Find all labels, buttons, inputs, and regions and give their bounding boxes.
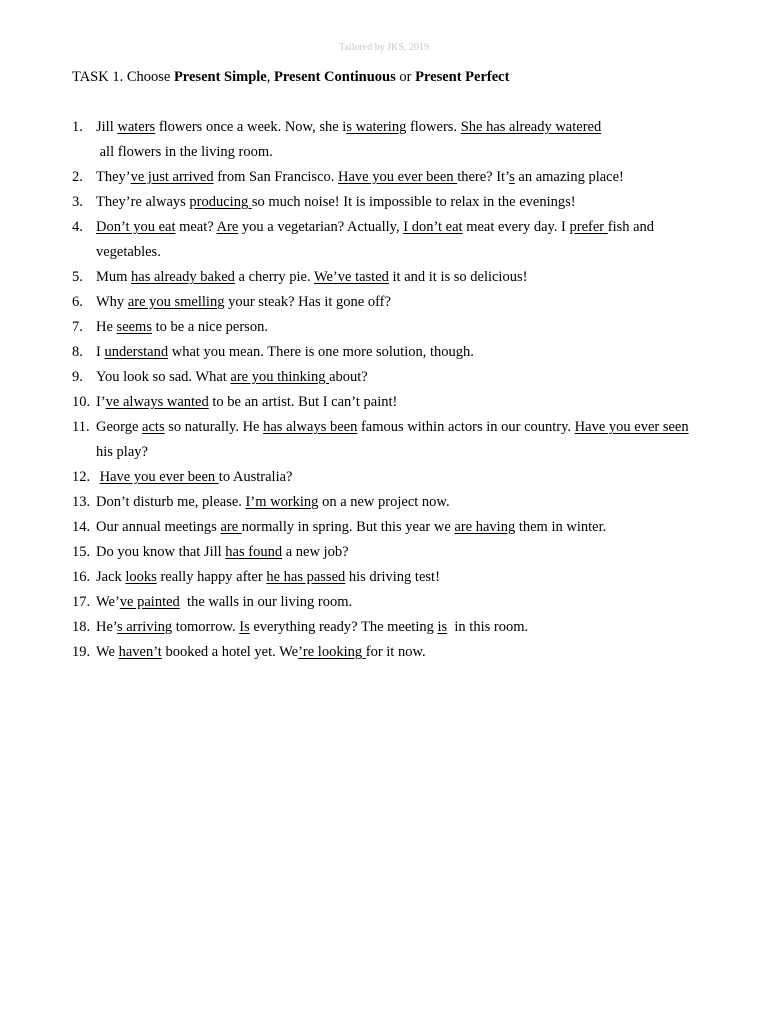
underlined-verb: ve just arrived — [130, 169, 214, 185]
exercise-item — [72, 390, 692, 415]
sentence-text: your steak? Has it gone off? — [224, 294, 391, 310]
underlined-verb: has always been — [263, 419, 358, 435]
sentence-text: He — [96, 319, 117, 335]
exercise-item — [72, 465, 692, 490]
sentence-text: to be an artist. But I can’t paint! — [208, 394, 398, 410]
sentence-text: really happy after — [156, 569, 267, 585]
underlined-verb: looks — [125, 569, 157, 585]
underlined-verb: We’ve tasted — [313, 269, 389, 285]
exercise-item — [72, 340, 692, 365]
sentence-text: I’ — [96, 394, 106, 410]
underlined-verb: he has passed — [266, 569, 346, 585]
sentence-text: an amazing place! — [514, 169, 624, 185]
underlined-verb: I’m working — [245, 494, 319, 510]
underlined-verb: s — [509, 169, 515, 185]
sentence-text: You look so sad. What — [96, 369, 231, 385]
exercise-item — [72, 565, 692, 590]
underlined-verb: is — [437, 619, 448, 635]
sentence-text: a cherry pie. — [234, 269, 314, 285]
sentence-text: famous within actors in our country. — [357, 419, 575, 435]
sentence-text: what you mean. There is one more solution, though. — [168, 344, 474, 360]
underlined-verb: ve always wanted — [105, 394, 209, 410]
item-number: 8. — [72, 344, 83, 360]
underlined-verb: s watering — [346, 119, 407, 135]
sentence-text: Our annual meetings — [96, 519, 221, 535]
exercise-item — [72, 490, 692, 515]
sentence-text: his play? — [96, 444, 148, 460]
underlined-verb: are you thinking — [230, 369, 330, 385]
exercise-item — [72, 365, 692, 390]
exercise-item — [72, 165, 692, 190]
sentence-text: meat every day. I — [462, 219, 570, 235]
sentence-text: We’ — [96, 594, 120, 610]
underlined-verb: seems — [116, 319, 152, 335]
sentence-text: so naturally. He — [164, 419, 264, 435]
task-heading — [72, 67, 509, 87]
underlined-verb: are having — [454, 519, 516, 535]
item-number: 3. — [72, 194, 83, 210]
page-header: Tailored by JKS, 2019 — [339, 42, 429, 53]
task-prefix: TASK 1. Choose — [72, 69, 174, 85]
item-number: 14. — [72, 519, 91, 535]
underlined-verb: Have you ever seen — [574, 419, 689, 435]
sentence-text: them in winter. — [515, 519, 607, 535]
exercise-item — [72, 265, 692, 290]
underlined-verb: has already baked — [131, 269, 235, 285]
sentence-text: They’ — [96, 169, 131, 185]
sentence-text: He’ — [96, 619, 117, 635]
task-option-present-continuous: Present Continuous — [273, 69, 396, 85]
sentence-text: about? — [329, 369, 368, 385]
exercise-item — [72, 590, 692, 615]
item-number: 7. — [72, 319, 83, 335]
underlined-verb: has found — [225, 544, 283, 560]
exercise-list — [72, 115, 692, 665]
task-separator: or — [395, 69, 416, 85]
sentence-text: for it now. — [365, 644, 426, 660]
exercise-item — [72, 615, 692, 640]
sentence-text: They’re always — [96, 194, 190, 210]
exercise-item — [72, 315, 692, 340]
underlined-verb: Have you ever been — [99, 469, 219, 485]
sentence-text: the walls in our living room. — [179, 594, 353, 610]
exercise-item — [72, 540, 692, 565]
item-number: 1. — [72, 119, 83, 135]
underlined-verb: producing — [189, 194, 252, 210]
sentence-text: Why — [96, 294, 128, 310]
item-number: 2. — [72, 169, 83, 185]
sentence-text: to be a nice person. — [151, 319, 268, 335]
sentence-text: on a new project now. — [318, 494, 450, 510]
item-number: 19. — [72, 644, 91, 660]
sentence-text: a new job? — [282, 544, 349, 560]
underlined-verb: Is — [239, 619, 250, 635]
sentence-text: I — [96, 344, 105, 360]
underlined-verb: are — [220, 519, 242, 535]
exercise-item — [72, 190, 692, 215]
underlined-verb: s arriving — [116, 619, 173, 635]
exercise-item — [72, 290, 692, 315]
sentence-text: all flowers in the living room. — [96, 144, 273, 160]
item-number: 10. — [72, 394, 91, 410]
underlined-verb: are you smelling — [127, 294, 225, 310]
item-number: 16. — [72, 569, 91, 585]
underlined-verb: prefer — [569, 219, 608, 235]
item-number: 18. — [72, 619, 91, 635]
sentence-text: Do you know that Jill — [96, 544, 226, 560]
item-number: 17. — [72, 594, 91, 610]
underlined-verb: haven’t — [118, 644, 162, 660]
task-option-present-perfect: Present Perfect — [415, 69, 510, 85]
sentence-text: everything ready? The meeting — [249, 619, 438, 635]
task-option-present-simple: Present Simple — [173, 69, 267, 85]
sentence-text: tomorrow. — [172, 619, 240, 635]
sentence-text: flowers once a week. Now, she i — [155, 119, 347, 135]
sentence-text: you a vegetarian? Actually, — [238, 219, 404, 235]
sentence-text: booked a hotel yet. We — [161, 644, 299, 660]
sentence-text: so much noise! It is impossible to relax in the evenings! — [251, 194, 576, 210]
underlined-verb: Have you ever been — [338, 169, 458, 185]
sentence-text: Jack — [96, 569, 126, 585]
item-number: 9. — [72, 369, 83, 385]
exercise-item — [72, 115, 692, 165]
sentence-text: We — [96, 644, 119, 660]
sentence-text: to Australia? — [218, 469, 293, 485]
sentence-text: George — [96, 419, 143, 435]
sentence-text: flowers. — [406, 119, 461, 135]
sentence-text: Jill — [96, 119, 118, 135]
item-number: 15. — [72, 544, 91, 560]
sentence-text: fish and vegetables. — [96, 219, 655, 260]
underlined-verb: Are — [216, 219, 239, 235]
sentence-text: it and it is so delicious! — [388, 269, 528, 285]
sentence-text: from San Francisco. — [213, 169, 339, 185]
item-number: 12. — [72, 469, 91, 485]
exercise-item — [72, 640, 692, 665]
exercise-item — [72, 515, 692, 540]
exercise-item — [72, 215, 692, 265]
sentence-text: meat? — [175, 219, 217, 235]
item-number: 5. — [72, 269, 83, 285]
underlined-verb: Don’t you eat — [96, 219, 176, 235]
exercise-item — [72, 415, 692, 465]
sentence-text: his driving test! — [345, 569, 440, 585]
task-separator: , — [266, 69, 274, 85]
underlined-verb: understand — [104, 344, 169, 360]
sentence-text: in this room. — [447, 619, 529, 635]
item-number: 11. — [72, 419, 90, 435]
sentence-text: there? It’ — [457, 169, 510, 185]
item-number: 4. — [72, 219, 83, 235]
underlined-verb: ve painted — [119, 594, 180, 610]
sentence-text: Mum — [96, 269, 132, 285]
item-number: 6. — [72, 294, 83, 310]
underlined-verb: ’re looking — [298, 644, 366, 660]
underlined-verb: waters — [117, 119, 156, 135]
sentence-text: normally in spring. But this year we — [241, 519, 455, 535]
underlined-verb: acts — [142, 419, 165, 435]
sentence-text: Don’t disturb me, please. — [96, 494, 246, 510]
item-number: 13. — [72, 494, 91, 510]
underlined-verb: She has already watered — [460, 119, 602, 135]
underlined-verb: I don’t eat — [403, 219, 463, 235]
